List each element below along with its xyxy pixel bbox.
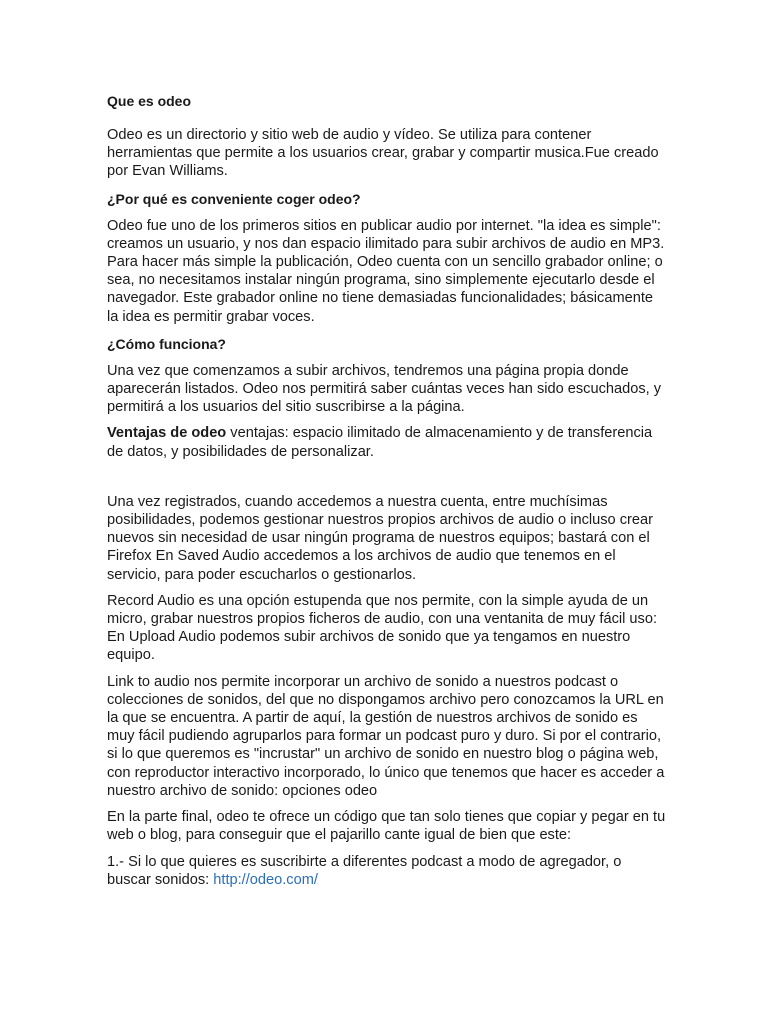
paragraph-registered: Una vez registrados, cuando accedemos a nuestra cuenta, entre muchísimas posibilidades, podemos gestionar nuestros propios archivos de audio o incluso crear nuevos sin necesidad de usar ningún programa de nuestros equipos; bastará con el Firefox En Saved Audio accedemos a los archivos de audio que tenemos en el servicio, para poder escucharlos o gestionarlos.	[107, 493, 653, 583]
odeo-link[interactable]: http://odeo.com/	[213, 871, 318, 888]
paragraph-record-audio: Record Audio es una opción estupenda que nos permite, con la simple ayuda de un micro, grabar nuestros propios ficheros de audio, con una ventanita de muy fácil uso: En Upload Audio podemos subir archivos de sonido que ya tengamos en nuestro equipo.	[107, 592, 658, 664]
advantages-label: Ventajas de odeo	[107, 425, 227, 442]
paragraph-intro: Odeo es un directorio y sitio web de audio y vídeo. Se utiliza para contener herramientas que permite a los usuarios crear, grabar y compartir musica.Fue creado por Evan Williams.	[107, 127, 659, 180]
paragraph-how: Una vez que comenzamos a subir archivos, tendremos una página propia donde aparecerán listados. Odeo nos permitirá saber cuántas veces han sido escuchados, y permitirá a los usuarios del sitio suscribirse a la página.	[107, 362, 662, 416]
subscribe-text: 1.- Si lo que quieres es suscribirte a diferentes podcast a modo de agregador, o buscar sonidos:	[107, 853, 622, 888]
doc-title: Que es odeo	[107, 93, 192, 109]
paragraph-final-code: En la parte final, odeo te ofrece un código que tan solo tienes que copiar y pegar en tu web o blog, para conseguir que el pajarillo cante igual de bien que este:	[107, 809, 666, 844]
paragraph-advantages	[107, 424, 668, 460]
paragraph-why: Odeo fue uno de los primeros sitios en publicar audio por internet. "la idea es simple": creamos un usuario, y nos dan espacio ilimitado para subir archivos de audio en MP3. Para hacer más simple la publicación, Odeo cuenta con un sencillo grabador online; o sea, no necesitamos instalar ningún programa, sino simplemente ejecutarlo desde el navegador. Este grabador online no tiene demasiadas funcionalidades; básicamente la idea es permitir grabar voces.	[107, 217, 665, 325]
paragraph-link-to-audio: Link to audio nos permite incorporar un archivo de sonido a nuestros podcast o colecciones de sonidos, del que no dispongamos archivo pero conozcamos la URL en la que se encuentra. A partir de aquí, la gestión de nuestros archivos de sonido es muy fácil pudiendo agruparlos para formar un podcast puro y duro. Si por el contrario, si lo que queremos es "incrustar" un archivo de sonido en nuestro blog o página web, con reproductor interactivo incorporado, lo único que tenemos que hacer es acceder a nuestro archivo de sonido: opciones odeo	[107, 673, 665, 799]
heading-how: ¿Cómo funciona?	[107, 335, 226, 352]
paragraph-subscribe	[107, 853, 668, 889]
heading-why: ¿Por qué es conveniente coger odeo?	[107, 190, 361, 207]
advantages-text: ventajas: espacio ilimitado de almacenamiento y de transferencia de datos, y posibilidades de personalizar.	[107, 425, 653, 460]
